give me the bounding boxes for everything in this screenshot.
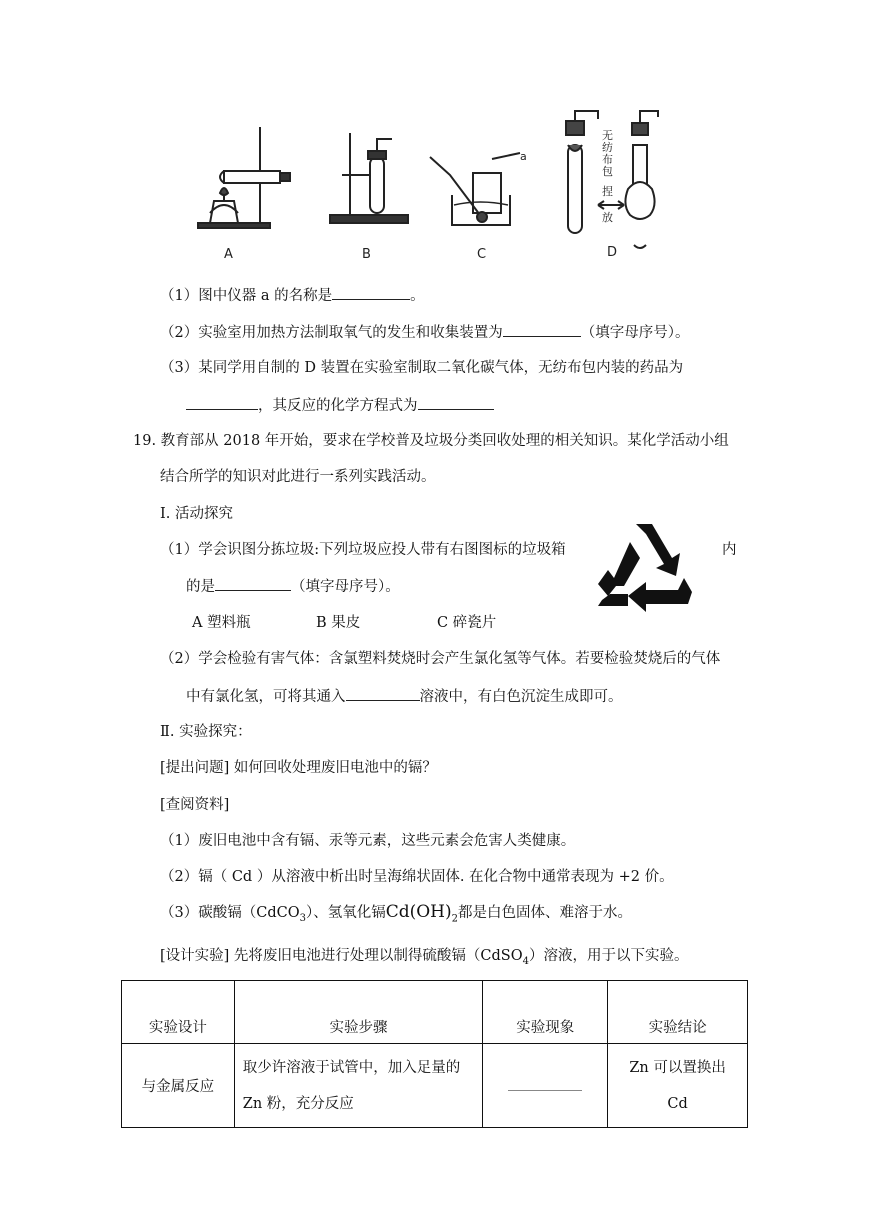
figure-label-a: A <box>224 247 233 262</box>
table-row <box>122 1044 748 1128</box>
reference-2: （2）镉（ Cd ）从溶液中析出时呈海绵状固体. 在化合物中通常表现为 +2 价。 <box>160 869 674 885</box>
q18-part3-continued: ，其反应的化学方程式为 <box>186 395 494 416</box>
recycle-icon <box>594 520 694 612</box>
q19-intro-line2: 结合所学的知识对此进行一系列实践活动。 <box>160 469 436 485</box>
header-design: 实验设计 <box>122 981 235 1044</box>
option-c: C 碎瓷片 <box>437 615 497 631</box>
raise-question: [提出问题] 如何回收处理废旧电池中的镉？ <box>160 760 437 776</box>
q19-s1-line1: （1）学会识图分拣垃圾:下列垃圾应投人带有右图图标的垃圾箱 <box>160 542 566 558</box>
apparatus-a <box>198 127 290 228</box>
cell-conclusion: Zn 可以置换出 Cd <box>608 1044 748 1128</box>
reference-1: （1）废旧电池中含有镉、汞等元素，这些元素会危害人类健康。 <box>160 833 576 849</box>
apparatus-b <box>330 133 408 223</box>
q18-part3: （3）某同学用自制的 D 装置在实验室制取二氧化碳气体，无纺布包内装的药品为 <box>160 360 684 376</box>
answer-blank[interactable] <box>503 322 581 337</box>
figure-label-d: D <box>607 245 618 260</box>
answer-blank[interactable] <box>186 395 258 410</box>
formula-cdso4: CdSO$_4$ <box>480 948 529 967</box>
option-a: A 塑料瓶 <box>192 615 251 631</box>
section-i-heading: I. 活动探究 <box>160 506 233 522</box>
formula-cdco3: CdCO$_3$ <box>256 905 306 924</box>
header-phenomenon: 实验现象 <box>483 981 608 1044</box>
figure-label-c: C <box>477 247 487 262</box>
d-pinch-label: 捏 <box>602 185 613 198</box>
q19-s2-line1: （2）学会检验有害气体：含氯塑料焚烧时会产生氯化氢等气体。若要检验焚烧后的气体 <box>160 651 721 667</box>
cell-phenomenon <box>483 1044 608 1128</box>
section-ii-heading: Ⅱ. 实验探究： <box>160 724 252 740</box>
q19-s1-line2: 的是 （填字母序号）。 <box>186 576 400 597</box>
option-b: B 果皮 <box>316 615 361 631</box>
q19-s1-line1-end: 内 <box>722 542 737 558</box>
q19-intro-line1: 19. 教育部从 2018 年开始，要求在学校普及垃圾分类回收处理的相关知识。某化学活动小组 <box>133 433 729 449</box>
cell-design: 与金属反应 <box>122 1044 235 1128</box>
answer-blank[interactable] <box>332 285 410 300</box>
design-intro: [设计实验] 先将废旧电池进行处理以制得硫酸镉（CdSO$_4$）溶液，用于以下实验。 <box>160 948 689 967</box>
answer-blank[interactable] <box>508 1076 582 1091</box>
q18-part1: （1）图中仪器 a 的名称是 。 <box>160 285 425 306</box>
d-bag-text: 无 纺 布 包 <box>602 129 613 178</box>
formula-cd-oh-2: $Cd(OH)_2$ <box>385 902 459 925</box>
q19-s2-line2: 中有氯化氢，可将其通入 溶液中，有白色沉淀生成即可。 <box>186 686 623 707</box>
figure-label-b: B <box>362 247 371 262</box>
d-release-label: 放 <box>602 211 613 224</box>
table-header-row <box>122 981 748 1044</box>
instrument-a-label: a <box>520 150 527 163</box>
q18-part2: （2）实验室用加热方法制取氧气的发生和收集装置为 （填字母序号）。 <box>160 322 689 343</box>
apparatus-c <box>430 153 520 225</box>
cell-steps: 取少许溶液于试管中，加入足量的 Zn 粉，充分反应 <box>234 1044 483 1128</box>
lookup-heading: [查阅资料] <box>160 797 230 813</box>
answer-blank[interactable] <box>418 395 494 410</box>
answer-blank[interactable] <box>346 686 420 701</box>
header-steps: 实验步骤 <box>234 981 483 1044</box>
reference-3: （3）碳酸镉（CdCO$_3$）、氢氧化镉$Cd(OH)_2$都是白色固体、难溶于水。 <box>160 902 633 925</box>
answer-blank[interactable] <box>215 576 291 591</box>
apparatus-figure <box>180 105 700 265</box>
header-conclusion: 实验结论 <box>608 981 748 1044</box>
experiment-table <box>121 980 748 1128</box>
